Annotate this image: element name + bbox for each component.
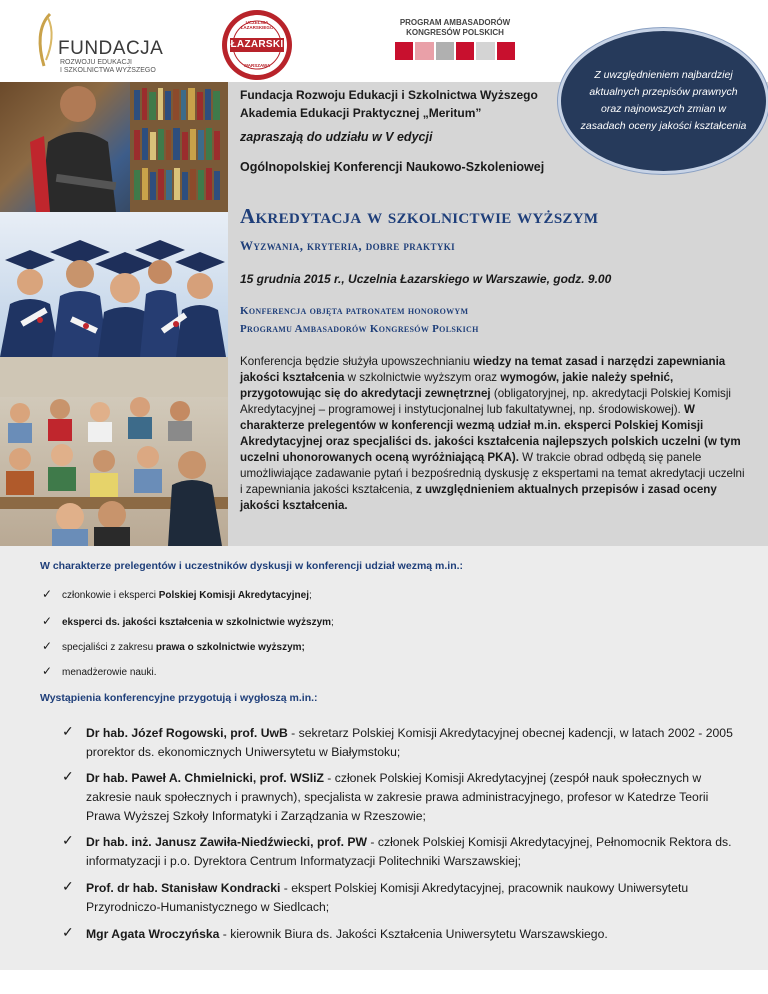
conference-title: Akredytacja w szkolnictwie wyższym: [240, 204, 599, 228]
participant-item-text: członkowie i eksperci: [62, 590, 159, 601]
desc-text-1: Konferencja będzie służyła upowszechnianiu: [240, 355, 474, 368]
conference-description: [240, 354, 750, 514]
fundacja-feather-icon: [34, 12, 56, 68]
program-ambasadorow-logo: [380, 18, 530, 70]
organizers: [240, 86, 570, 122]
lazarski-logo-name: ŁAZARSKI: [230, 39, 284, 50]
conference-date-place: 15 grudnia 2015 r., Uczelnia Łazarskiego w Warszawie, godz. 9.00: [240, 272, 612, 286]
check-icon: ✓: [42, 664, 53, 678]
speaker-description: - ekspert Polskiej Komisji Akredytacyjnej, pracownik naukowy Uniwersytetu Przyrodniczo-Humanistycznego w Siedlcach;: [86, 881, 689, 914]
participant-item-text: ;: [308, 590, 312, 601]
conference-subtitle: Wyzwania, kryteria, dobre praktyki: [240, 238, 456, 253]
info-badge-circle: [558, 28, 768, 174]
desc-bold-3: W charakterze prelegentów w konferencji wezmą udział m.in. eksperci Polskiej Komisji Akredytacyjnej oraz specjaliści ds. jakości kształcenia najlepszych polskich uczelni (w tym uczelni uhonorowanych oceną wyróżniającą PKA).: [240, 403, 741, 464]
participants-heading: W charakterze prelegentów i uczestników dyskusji w konferencji udział wezmą m.in.:: [40, 560, 464, 572]
desc-text-4: W trakcie obrad odbędą się panele umożliwiające zadawanie pytań i bezpośrednią dyskusję z ekspertami na temat akredytacji uczelni i zapewniania jakości kształcenia,: [240, 451, 745, 496]
participant-item-text: specjaliści z zakresu: [62, 642, 156, 653]
check-icon: ✓: [62, 924, 74, 940]
program-logo-graphic: [395, 42, 515, 60]
participant-item: [62, 590, 312, 601]
check-icon: ✓: [62, 832, 74, 848]
lazarski-city: WARSZAWA: [243, 63, 271, 68]
check-icon: ✓: [62, 723, 74, 739]
speaker-item: [86, 879, 736, 917]
desc-text-2: w szkolnictwie wyższym oraz: [344, 371, 501, 384]
program-logo-line-1: PROGRAM AMBASADORÓW: [399, 18, 511, 27]
fundacja-subtitle-line-1: ROZWOJU EDUKACJI: [60, 59, 132, 66]
check-icon: ✓: [42, 587, 53, 601]
student-with-tablet-photo: [0, 82, 228, 212]
check-icon: ✓: [42, 639, 53, 653]
graduates-photo: [0, 212, 228, 357]
speaker-item: [86, 724, 736, 762]
speaker-name: Dr hab. inż. Janusz Zawiła-Niedźwiecki, prof. PW: [86, 835, 368, 849]
speaker-item: [86, 833, 736, 871]
participant-item-text: ;: [331, 617, 334, 628]
fundacja-subtitle-line-2: I SZKOLNICTWA WYŻSZEGO: [60, 67, 156, 74]
desc-text-3: (obligatoryjnej, np. akredytacji Polskiej Komisji Akredytacyjnej – programowej i instytucjonalnej lub fakultatywnej, np. środowiskowej).: [240, 387, 731, 416]
speaker-description: - członek Polskiej Komisji Akredytacyjnej, Pełnomocnik Rektora ds. informatyzacji i p.o. Dyrektora Centrum Informatyzacji Politechniki Warszawskiej;: [86, 835, 732, 868]
conference-type: Ogólnopolskiej Konferencji Naukowo-Szkoleniowej: [240, 160, 545, 174]
lazarski-logo: [220, 8, 294, 82]
fundacja-logo-subtitle: [60, 59, 180, 75]
speaker-item: [86, 925, 736, 944]
organizer-line-2: Akademia Edukacji Praktycznej „Meritum”: [240, 106, 482, 120]
fundacja-logo: [34, 12, 184, 74]
check-icon: ✓: [62, 768, 74, 784]
organizer-line-1: Fundacja Rozwoju Edukacji i Szkolnictwa Wyższego: [240, 88, 538, 102]
participant-item-text: menadżerowie nauki.: [62, 667, 157, 678]
check-icon: ✓: [62, 878, 74, 894]
patron-line-1: Konferencja objęta patronatem honorowym: [240, 305, 469, 317]
speaker-name: Mgr Agata Wroczyńska: [86, 927, 220, 941]
fundacja-logo-title: FUNDACJA: [58, 38, 164, 59]
honorary-patronage: [240, 302, 479, 338]
desc-bold-1: wiedzy na temat zasad i narzędzi zapewniania jakości kształcenia: [240, 355, 726, 384]
check-icon: ✓: [42, 614, 53, 628]
patron-line-2: Programu Ambasadorów Kongresów Polskich: [240, 323, 479, 335]
bookshelf-student-image-icon: [0, 82, 228, 212]
desc-bold-4: z uwzględnieniem aktualnych przepisów i zasad oceny jakości kształcenia.: [240, 483, 717, 512]
lecture-students-image-icon: [0, 357, 228, 546]
desc-bold-2: wymogów, jakie należy spełnić, przygotowując się do akredytacji zewnętrznej: [240, 371, 674, 400]
participant-item-bold: eksperci ds. jakości kształcenia w szkolnictwie wyższym: [62, 617, 332, 628]
speaker-name: Dr hab. Paweł A. Chmielnicki, prof. WSIiZ: [86, 771, 324, 785]
speaker-description: - członek Polskiej Komisji Akredytacyjnej (zespół nauk społecznych w zakresie nauk społecznych i prawnych), specjalista w zakresie prawa administracyjnego, profesor w Katedrze Teorii Prawa Wyższej Szkoły Informatyki i Zarządzania w Rzeszowie;: [86, 771, 709, 823]
speakers-heading: Wystąpienia konferencyjne przygotują i wygłoszą m.in.:: [40, 692, 318, 704]
speaker-description: - sekretarz Polskiej Komisji Akredytacyjnej obecnej kadencji, w latach 2002 - 2005 prorektor ds. ekonomicznych Uniwersytetu w Białymstoku;: [86, 726, 733, 759]
participant-item: [62, 617, 334, 628]
participant-item-bold: Polskiej Komisji Akredytacyjnej: [158, 590, 309, 601]
badge-text: Z uwzględnieniem najbardziej aktualnych przepisów prawnych oraz najnowszych zmian w zasadach oceny jakości kształcenia: [580, 69, 747, 132]
participant-item: [62, 642, 305, 653]
invitation-line: zapraszają do udziału w V edycji: [240, 130, 433, 144]
participant-item: [62, 667, 157, 678]
lecture-hall-photo: [0, 357, 228, 546]
graduates-image-icon: [0, 212, 228, 357]
speaker-name: Dr hab. Józef Rogowski, prof. UwB: [86, 726, 288, 740]
speaker-name: Prof. dr hab. Stanisław Kondracki: [86, 881, 281, 895]
photo-column: [0, 82, 228, 546]
program-logo-line-2: KONGRESÓW POLSKICH: [406, 28, 504, 37]
lazarski-ring-text: UCZELNIA ŁAZARSKIEGO: [240, 20, 274, 30]
speaker-item: [86, 769, 736, 826]
speaker-description: - kierownik Biura ds. Jakości Kształcenia Uniwersytetu Warszawskiego.: [219, 927, 608, 941]
participant-item-bold: prawa o szkolnictwie wyższym;: [155, 642, 305, 653]
